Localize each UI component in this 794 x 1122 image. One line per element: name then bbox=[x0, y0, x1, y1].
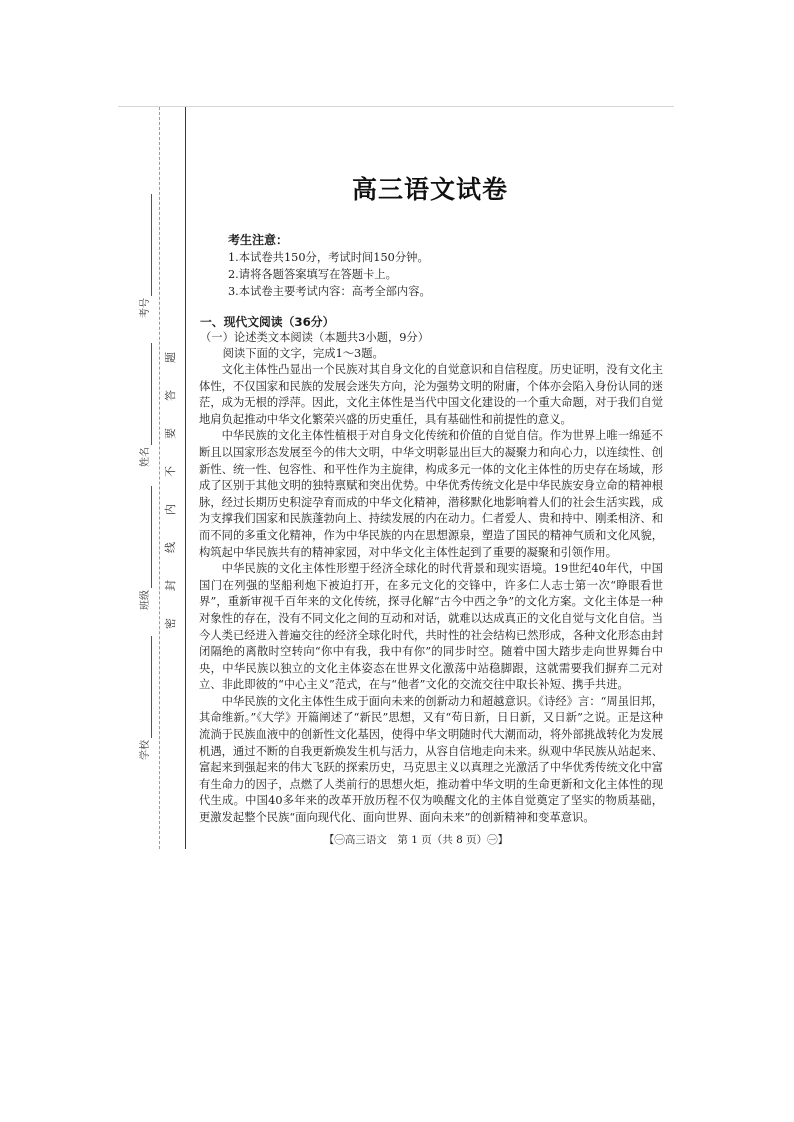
field-school bbox=[138, 636, 152, 760]
field-class-label: 班级 bbox=[140, 590, 151, 610]
passage-paragraph: 文化主体性凸显出一个民族对其自身文化的自觉意识和自信程度。历史证明，没有文化主体性，不仅国家和民族的发展会迷失方向，沦为强势文明的附庸，个体亦会陷入身份认同的迷茫，成为无根的浮萍。因此，文化主体性是当代中国文化建设的一个重大命题，对于我们自觉地肩负起推动中华文化繁荣兴盛的历史重任，具有基础性和前提性的意义。 bbox=[199, 363, 663, 426]
section-instruction: 阅读下面的文字，完成1～3题。 bbox=[222, 347, 384, 360]
section-heading: 一、现代文阅读（36分） bbox=[200, 315, 335, 329]
notice-item: 2.请将各题答案填写在答题卡上。 bbox=[228, 268, 397, 281]
page-title: 高三语文试卷 bbox=[351, 175, 508, 204]
binding-dashed-line bbox=[159, 107, 160, 849]
field-class-blank bbox=[140, 486, 152, 588]
binding-solid-line bbox=[185, 107, 186, 849]
field-name-blank bbox=[140, 343, 152, 445]
candidate-notice bbox=[228, 232, 648, 300]
field-school-blank bbox=[140, 636, 152, 738]
page-footer: 【㊀高三语文 第 1 页（共 8 页）㊀】 bbox=[323, 834, 509, 846]
scan-top-edge bbox=[118, 106, 674, 107]
section-header bbox=[200, 314, 664, 362]
notice-item: 1.本试卷共150分，考试时间150分钟。 bbox=[228, 251, 429, 264]
reading-passage bbox=[199, 362, 663, 827]
passage-paragraph: 中华民族的文化主体性生成于面向未来的创新动力和超越意识。《诗经》言：“周虽旧邦，其命维新。”《大学》开篇阐述了“新民”思想，又有“苟日新，日日新，又日新”之说。正是这种流淌于民族血液中的创新性文化基因，使得中华文明随时代大潮而动，将外部挑战转化为发展机遇，通过不断的自我更新焕发生机与活力，从容自信地走向未来。纵观中华民族从站起来、富起来到强起来的伟大飞跃的探索历史，马克思主义以真理之光激活了中华优秀传统文化中富有生命力的因子，点燃了人类前行的思想火炬，推动着中华文明的生命更新和文化主体性的现代生成。中国40多年来的改革开放历程不仅为唤醒文化的主体自觉奠定了坚实的物质基础，更激发起整个民族“面向现代化、面向世界、面向未来”的创新精神和变革意识。 bbox=[199, 694, 663, 825]
field-exam-number-label: 考号 bbox=[140, 298, 151, 318]
seal-line-warning: 密封线内不要答题 bbox=[164, 325, 177, 629]
field-name-label: 姓名 bbox=[140, 447, 151, 467]
field-school-label: 学校 bbox=[140, 740, 151, 760]
passage-paragraph: 中华民族的文化主体性植根于对自身文化传统和价值的自觉自信。作为世界上唯一绵延不断且以国家形态发展至今的伟大文明，中华文明彰显出巨大的凝聚力和向心力，以连续性、创新性、统一性、包容性、和平性作为主旋律，构成多元一体的文化主体性的历史存在场域，形成了区别于其他文明的独特禀赋和突出优势。中华优秀传统文化是中华民族安身立命的精神根脉，经过长期历史积淀孕育而成的中华文化精神，潜移默化地影响着人们的社会生活实践，成为支撑我们国家和民族蓬勃向上、持续发展的内在动力。仁者爱人、贵和持中、刚柔相济、和而不同的多重文化精神，作为中华民族的内在思想源泉，塑造了国民的精神气质和文化风貌，构筑起中华民族共有的精神家园，对中华文化主体性起到了重要的凝聚和引领作用。 bbox=[199, 429, 663, 559]
passage-paragraph: 中华民族的文化主体性形塑于经济全球化的时代背景和现实语境。19世纪40年代，中国国门在列强的坚船利炮下被迫打开，在多元文化的交锋中，许多仁人志士第一次“睁眼看世界”，重新审视千百年来的文化传统，探寻化解“古今中西之争”的文化方案。文化主体是一种对象性的存在，没有不同文化之间的互动和对话，就难以达成真正的文化自觉与文化自信。当今人类已经进入普遍交往的经济全球化时代，共时性的社会结构已然形成，各种文化形态由封闭隔绝的离散时空转向“你中有我，我中有你”的同步时空。随着中国大踏步走向世界舞台中央，中华民族以独立的文化主体姿态在世界文化激荡中站稳脚跟，这就需要我们摒弃二元对立、非此即彼的“中心主义”范式，在与“他者”文化的交流交往中取长补短、携手共进。 bbox=[199, 562, 663, 692]
section-subheading: （一）论述类文本阅读（本题共3小题，9分） bbox=[200, 331, 430, 344]
field-exam-number bbox=[138, 194, 152, 318]
notice-item: 3.本试卷主要考试内容：高考全部内容。 bbox=[228, 285, 431, 298]
notice-heading: 考生注意： bbox=[228, 233, 289, 247]
field-class bbox=[138, 486, 152, 610]
field-exam-number-blank bbox=[140, 194, 152, 296]
field-name bbox=[138, 343, 152, 467]
